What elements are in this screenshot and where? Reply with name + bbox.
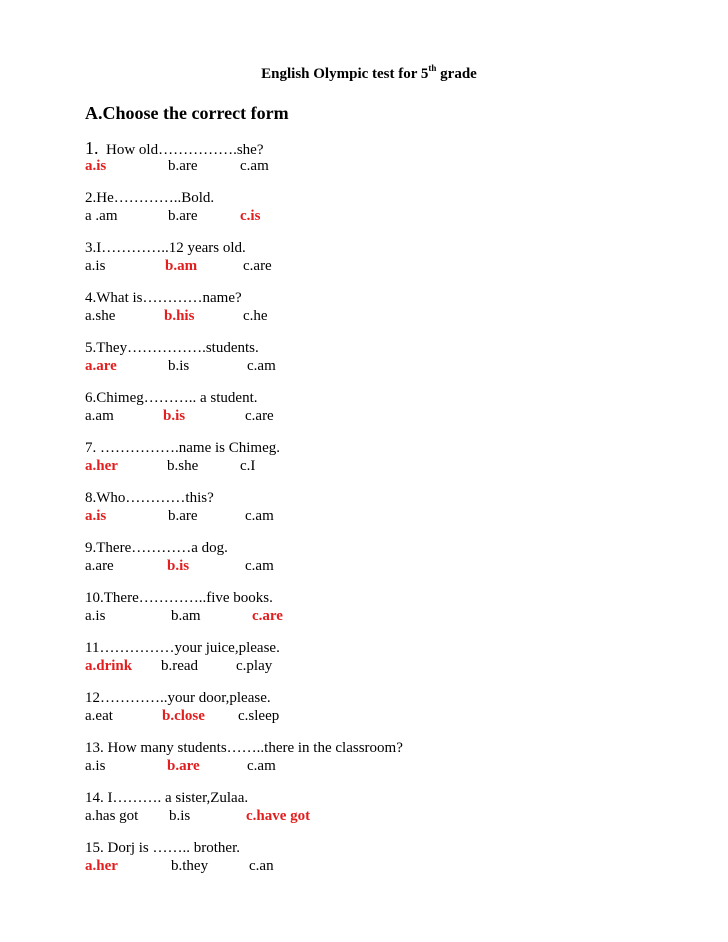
question-item <box>85 539 645 575</box>
question-prompt: 11……………your juice,please. <box>85 640 280 656</box>
answer-option: b.are <box>168 158 198 174</box>
answer-options <box>85 607 645 625</box>
question-text <box>85 789 645 807</box>
question-prompt: 4.What is…………name? <box>85 290 242 306</box>
answer-option: a.is <box>85 758 106 774</box>
question-text <box>85 289 645 307</box>
answer-option-correct: a.is <box>85 508 107 524</box>
answer-options <box>85 707 645 725</box>
title-main: English Olympic test for 5 <box>261 66 429 82</box>
question-text <box>85 839 645 857</box>
answer-option-correct: a.is <box>85 158 107 174</box>
question-item <box>85 839 645 875</box>
question-text <box>85 239 645 257</box>
question-item <box>85 339 645 375</box>
answer-option: a.is <box>85 258 106 274</box>
answer-options <box>85 207 645 225</box>
question-item <box>85 639 645 675</box>
question-prompt: 8.Who…………this? <box>85 490 214 506</box>
answer-option: c.sleep <box>238 708 280 724</box>
answer-options <box>85 457 645 475</box>
answer-option: b.are <box>168 508 198 524</box>
answer-options <box>85 557 645 575</box>
answer-option: b.am <box>171 608 201 624</box>
question-prompt: 12…………..your door,please. <box>85 690 271 706</box>
answer-options <box>85 857 645 875</box>
answer-option-correct: a.drink <box>85 658 133 674</box>
answer-option: c.am <box>240 158 269 174</box>
question-text <box>85 189 645 207</box>
question-text <box>85 539 645 557</box>
question-text <box>85 139 645 157</box>
answer-option: c.are <box>243 258 272 274</box>
answer-option: b.they <box>171 858 209 874</box>
question-prompt: 13. How many students……..there in the classroom? <box>85 740 403 756</box>
question-item <box>85 289 645 325</box>
answer-option: a.is <box>85 608 106 624</box>
answer-options <box>85 307 645 325</box>
question-item <box>85 239 645 275</box>
question-text <box>85 489 645 507</box>
answer-option-correct: b.close <box>162 708 205 724</box>
answer-option: c.am <box>247 758 276 774</box>
answer-option-correct: b.is <box>167 558 190 574</box>
answer-options <box>85 157 645 175</box>
question-prompt: 6.Chimeg……….. a student. <box>85 390 258 406</box>
title-tail: grade <box>436 66 477 82</box>
answer-option: b.is <box>169 808 191 824</box>
answer-option: a.has got <box>85 808 139 824</box>
answer-option: a.are <box>85 558 114 574</box>
answer-options <box>85 357 645 375</box>
question-text <box>85 339 645 357</box>
question-text <box>85 389 645 407</box>
section-heading: A.Choose the correct form <box>85 103 289 123</box>
answer-option-correct: b.is <box>163 408 186 424</box>
answer-option-correct: c.are <box>252 608 283 624</box>
answer-option: a.she <box>85 308 116 324</box>
answer-option: c.am <box>247 358 276 374</box>
question-prompt: 15. Dorj is …….. brother. <box>85 840 240 856</box>
answer-option: c.am <box>245 508 274 524</box>
answer-option: c.are <box>245 408 274 424</box>
question-text <box>85 439 645 457</box>
answer-options <box>85 407 645 425</box>
answer-option: b.read <box>161 658 199 674</box>
answer-option: c.play <box>236 658 273 674</box>
question-item <box>85 489 645 525</box>
question-prompt: 5.They…………….students. <box>85 340 259 356</box>
answer-option: b.she <box>167 458 199 474</box>
answer-option-correct: c.have got <box>246 808 311 824</box>
question-item <box>85 389 645 425</box>
question-prompt: How old…………….she? <box>106 142 264 158</box>
answer-option: a.am <box>85 408 114 424</box>
answer-options <box>85 807 645 825</box>
answer-option-correct: a.are <box>85 358 117 374</box>
answer-option-correct: b.are <box>167 758 200 774</box>
answer-option: b.are <box>168 208 198 224</box>
question-item <box>85 689 645 725</box>
question-text <box>85 739 645 757</box>
answer-option: c.I <box>240 458 256 474</box>
answer-option-correct: b.am <box>165 258 198 274</box>
question-prompt: 9.There…………a dog. <box>85 540 228 556</box>
question-item <box>85 189 645 225</box>
question-item <box>85 139 645 175</box>
question-prompt: 7. …………….name is Chimeg. <box>85 440 280 456</box>
answer-option-correct: c.is <box>240 208 261 224</box>
answer-options <box>85 657 645 675</box>
question-number: 1. <box>85 138 99 158</box>
answer-option: c.an <box>249 858 274 874</box>
answer-option: a .am <box>85 208 118 224</box>
answer-options <box>85 507 645 525</box>
question-text <box>85 639 645 657</box>
page-title <box>0 63 728 83</box>
answer-options <box>85 257 645 275</box>
question-prompt: 3.I…………..12 years old. <box>85 240 246 256</box>
question-prompt: 14. I………. a sister,Zulaa. <box>85 790 249 806</box>
title-superscript: th <box>428 63 437 73</box>
answer-option-correct: b.his <box>164 308 195 324</box>
answer-option: c.he <box>243 308 268 324</box>
answer-option: b.is <box>168 358 190 374</box>
answer-option: a.eat <box>85 708 113 724</box>
answer-option-correct: a.her <box>85 458 118 474</box>
question-text <box>85 589 645 607</box>
question-text <box>85 689 645 707</box>
answer-option-correct: a.her <box>85 858 118 874</box>
answer-options <box>85 757 645 775</box>
answer-option: c.am <box>245 558 274 574</box>
question-item <box>85 439 645 475</box>
question-item <box>85 589 645 625</box>
question-prompt: 10.There…………..five books. <box>85 590 273 606</box>
question-item <box>85 789 645 825</box>
question-prompt: 2.He…………..Bold. <box>85 190 215 206</box>
question-item <box>85 739 645 775</box>
